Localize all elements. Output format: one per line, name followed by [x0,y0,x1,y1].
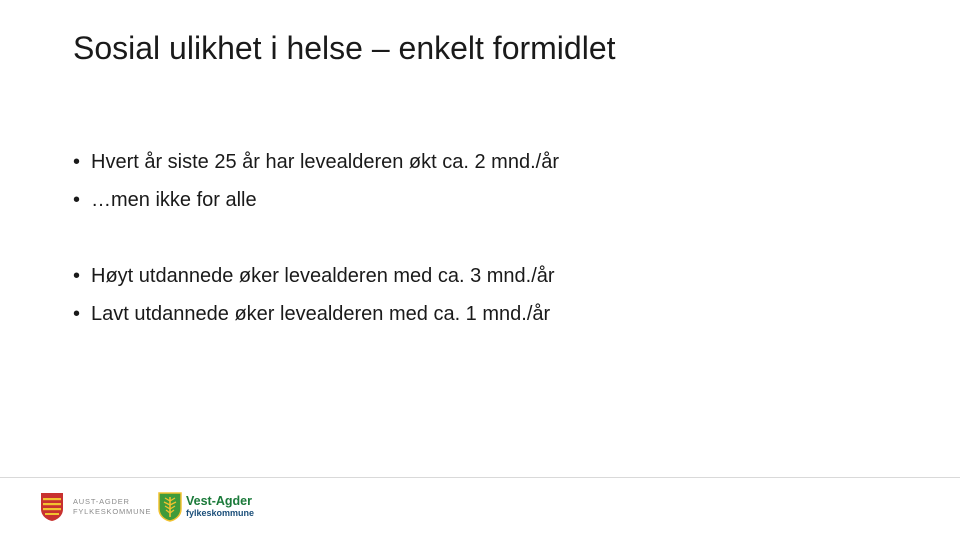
bullet-list-education [73,257,555,333]
vest-agder-line2: fylkeskommune [186,508,255,518]
vest-agder-shield-icon [158,492,182,522]
vest-agder-wordmark [186,495,254,519]
bullet-marker: • [73,189,81,211]
slide-title: Sosial ulikhet i helse – enkelt formidlet [73,30,616,66]
footer-divider [0,477,960,478]
aust-agder-wordmark [73,497,151,517]
bullet-item [73,295,555,333]
vest-agder-line1: Vest-Agder [186,494,252,508]
bullet-item [73,143,559,181]
bullet-marker: • [73,265,81,287]
bullet-text: Høyt utdannede øker levealderen med ca. 3 mnd./år [91,265,555,287]
aust-agder-shield-icon [40,492,64,522]
bullet-marker: • [73,303,81,325]
bullet-marker: • [73,151,81,173]
bullet-item [73,257,555,295]
vest-agder-logo [158,492,254,522]
bullet-list-general [73,143,559,219]
aust-agder-line2: FYLKESKOMMUNE [73,507,152,516]
bullet-text: Lavt utdannede øker levealderen med ca. 1 mnd./år [91,303,551,325]
bullet-text: …men ikke for alle [91,189,257,211]
aust-agder-line1: AUST-AGDER [73,497,130,506]
aust-agder-logo [40,492,151,522]
bullet-text: Hvert år siste 25 år har levealderen økt ca. 2 mnd./år [91,151,559,173]
bullet-item [73,181,559,219]
